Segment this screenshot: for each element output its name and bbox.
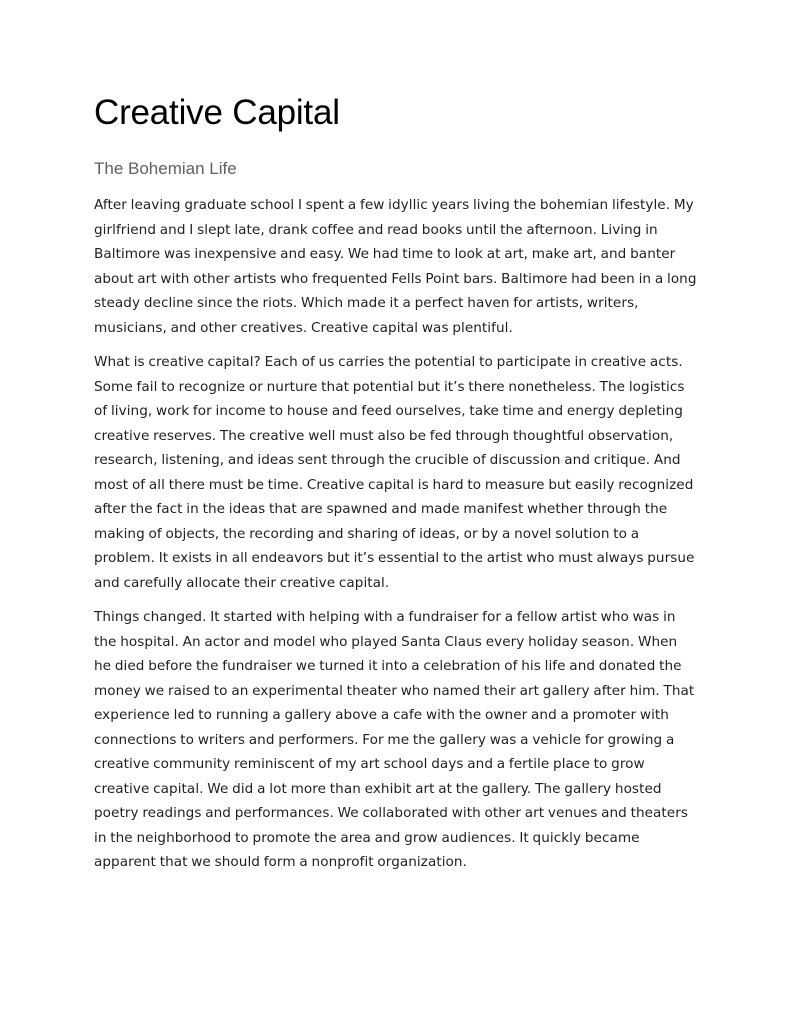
paragraph-2: What is creative capital? Each of us carries the potential to participate in creative acts. Some fail to recognize or nurture that potential but it’s there nonetheless. The logistics of living, work for income to house and feed ourselves, take time and energy depleting creative reserves. The creative well must also be fed through thoughtful observation, research, listening, and ideas sent through the crucible of discussion and critique. And most of all there must be time. Creative capital is hard to measure but easily recognized after the fact in the ideas that are spawned and made manifest whether through the making of objects, the recording and sharing of ideas, or by a novel solution to a problem. It exists in all endeavors but it’s essential to the artist who must always pursue and carefully allocate their creative capital.: [94, 354, 695, 591]
document-content: [94, 92, 698, 885]
document-body: [94, 193, 698, 875]
paragraph-1: After leaving graduate school I spent a few idyllic years living the bohemian lifestyle. My girlfriend and I slept late, drank coffee and read books until the afternoon. Living in Baltimore was inexpensive and easy. We had time to look at art, make art, and banter about art with other artists who frequented Fells Point bars. Baltimore had been in a long steady decline since the riots. Which made it a perfect haven for artists, writers, musicians, and other creatives. Creative capital was plentiful.: [94, 197, 697, 336]
document-title: Creative Capital: [94, 93, 340, 132]
paragraph-3: Things changed. It started with helping with a fundraiser for a fellow artist who was in the hospital. An actor and model who played Santa Claus every holiday season. When he died before the fundraiser we turned it into a celebration of his life and donated the money we raised to an experimental theater who named their art gallery after him. That experience led to running a gallery above a cafe with the owner and a promoter with connections to writers and performers. For me the gallery was a vehicle for growing a creative community reminiscent of my art school days and a fertile place to grow creative capital. We did a lot more than exhibit art at the gallery. The gallery hosted poetry readings and performances. We collaborated with other art venues and theaters in the neighborhood to promote the area and grow audiences. It quickly became apparent that we should form a nonprofit organization.: [94, 609, 695, 870]
section-subtitle: The Bohemian Life: [94, 159, 237, 178]
